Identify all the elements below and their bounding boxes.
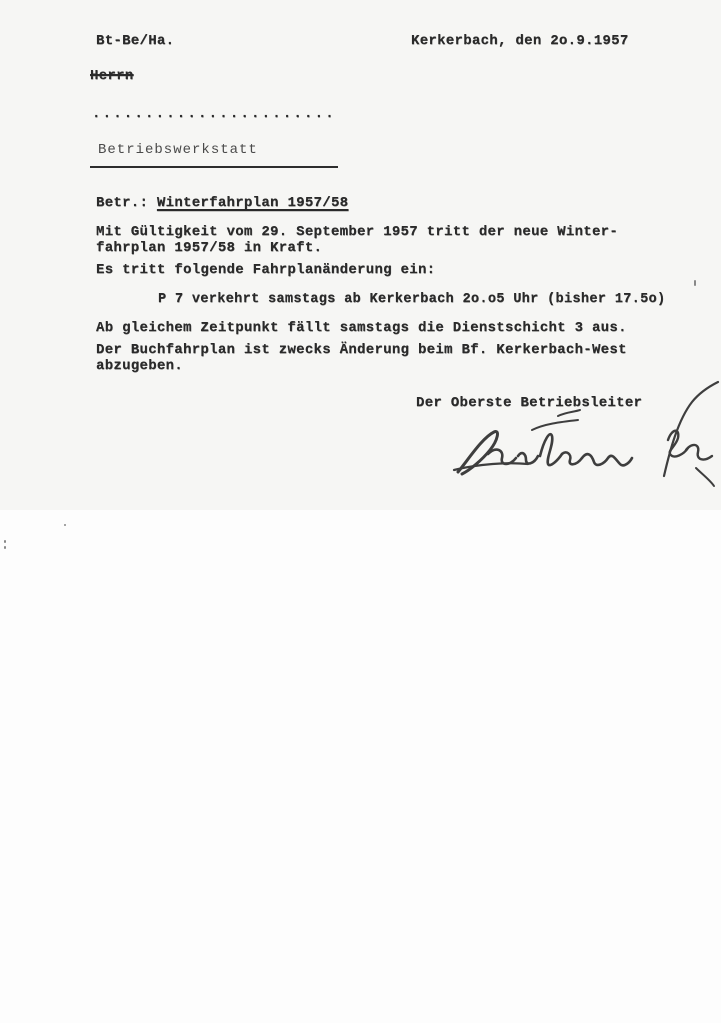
scan-speck [4,540,6,543]
subject-label: Betr.: [96,195,149,211]
reference-code: Bt-Be/Ha. [96,33,175,49]
subject-text: Winterfahrplan 1957/58 [156,195,349,211]
handwritten-signature [448,380,720,500]
salutation-struck: Herrn [90,68,134,84]
scan-speck [64,524,66,526]
body-line-1: Mit Gültigkeit vom 29. September 1957 tritt der neue Winter- [96,224,619,240]
scan-speck [694,280,696,286]
scan-speck [4,546,6,549]
recipient: Betriebswerkstatt [98,142,258,158]
place-date: Kerkerbach, den 2o.9.1957 [411,33,629,49]
closing-line-2: Der Buchfahrplan ist zwecks Änderung beim Bf. Kerkerbach-West [96,342,627,358]
body-line-3: Es tritt folgende Fahrplanänderung ein: [96,262,436,278]
body-line-2: fahrplan 1957/58 in Kraft. [96,240,323,256]
closing-line-3: abzugeben. [96,358,184,374]
address-rule [90,166,338,168]
closing-line-1: Ab gleichem Zeitpunkt fällt samstags die Dienstschicht 3 aus. [96,320,627,336]
signatory-title: Der Oberste Betriebsleiter [416,395,643,411]
schedule-change: P 7 verkehrt samstags ab Kerkerbach 2o.o5 Uhr (bisher 17.5o) [158,292,666,307]
address-dots: ....................... [92,106,336,122]
subject-line [96,195,348,211]
